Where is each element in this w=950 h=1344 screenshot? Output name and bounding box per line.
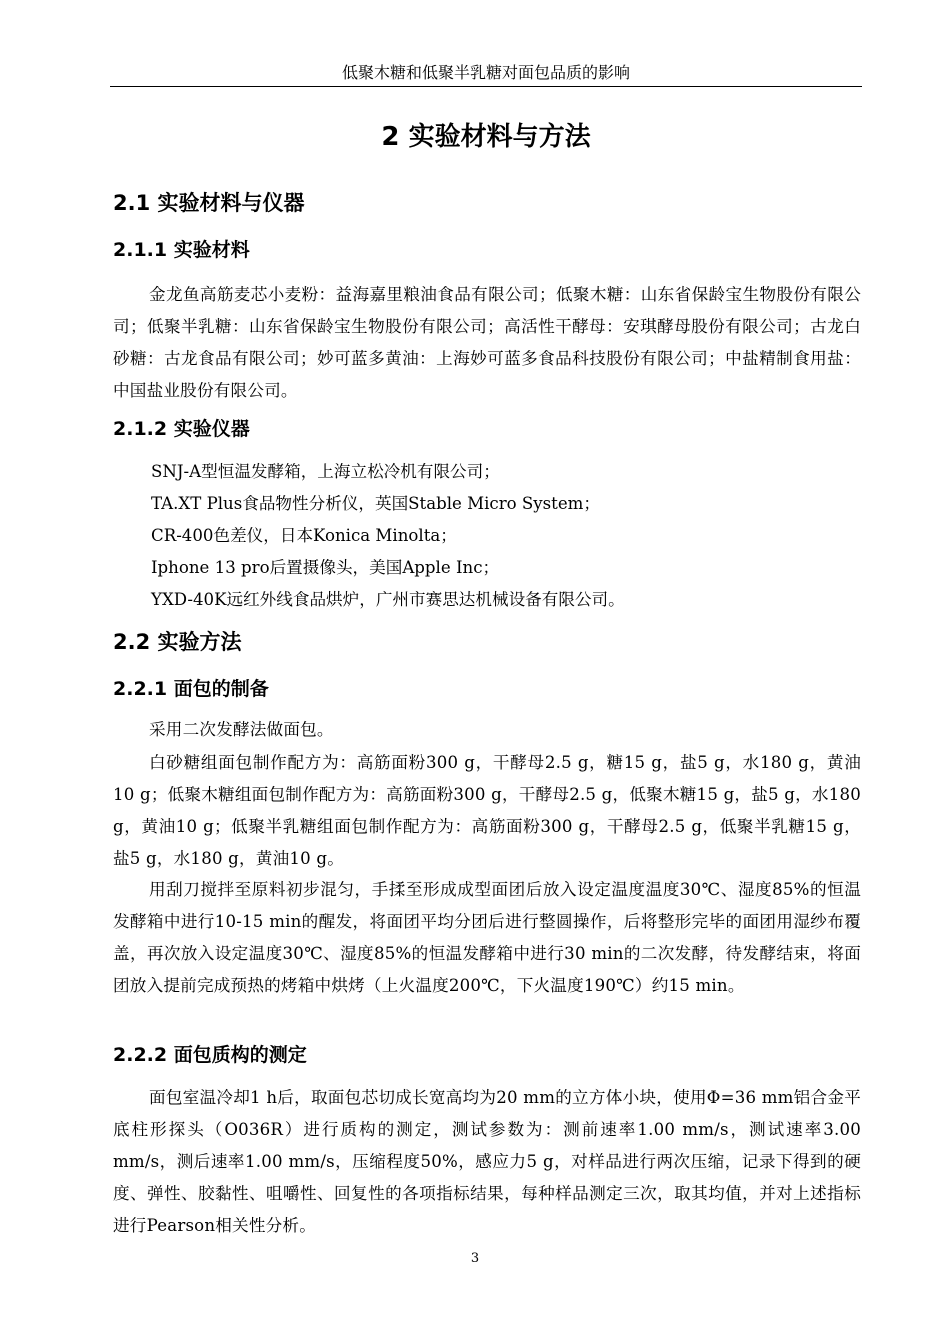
instrument-item: YXD-40K远红外线食品烘炉，广州市赛思达机械设备有限公司。 <box>151 590 625 609</box>
section-heading-2-2: 2.2 实验方法 <box>113 630 242 654</box>
section-heading-2-1-1: 2.1.1 实验材料 <box>113 239 250 261</box>
process-paragraph: 用刮刀搅拌至原料初步混匀，手揉至形成成型面团后放入设定温度温度30℃、湿度85%的恒温发酵箱中进行10-15 min的醒发，将面团平均分团后进行整圆操作，后将整形完毕的面团用湿纱布覆盖，再次放入设定温度30℃、湿度85%的恒温发酵箱中进行30 min的二次发酵，待发酵结束，将面团放入提前完成预热的烤箱中烘烤（上火温度200℃，下火温度190℃）约15 min。 <box>113 880 861 995</box>
page-number: 3 <box>470 1251 480 1266</box>
instrument-item: Iphone 13 pro后置摄像头，美国Apple Inc； <box>151 558 500 577</box>
recipe-paragraph: 白砂糖组面包制作配方为：高筋面粉300 g，干酵母2.5 g，糖15 g，盐5 g，水180 g，黄油10 g；低聚木糖组面包制作配方为：高筋面粉300 g，干酵母2.5 g，低聚木糖15 g，盐5 g，水180 g，黄油10 g；低聚半乳糖组面包制作配方为：高筋面粉300 g，干酵母2.5 g，低聚半乳糖15 g，盐5 g，水180 g，黄油10 g。 <box>113 753 861 868</box>
chapter-title: 2 实验材料与方法 <box>381 122 591 152</box>
section-heading-2-1: 2.1 实验材料与仪器 <box>113 191 305 215</box>
method-paragraph: 采用二次发酵法做面包。 <box>149 720 334 739</box>
running-header: 低聚木糖和低聚半乳糖对面包品质的影响 <box>341 63 630 82</box>
texture-paragraph: 面包室温冷却1 h后，取面包芯切成长宽高均为20 mm的立方体小块，使用Φ=36 mm铝合金平底柱形探头（O036R）进行质构的测定，测试参数为：测前速率1.00 mm/s，测试速率3.00 mm/s，测后速率1.00 mm/s，压缩程度50%，感应力5 g，对样品进行两次压缩，记录下得到的硬度、弹性、胶黏性、咀嚼性、回复性的各项指标结果，每种样品测定三次，取其均值，并对上述指标进行Pearson相关性分析。 <box>113 1088 861 1235</box>
instrument-item: SNJ-A型恒温发酵箱，上海立松冷机有限公司； <box>151 462 500 481</box>
header-rule <box>110 86 862 87</box>
section-heading-2-1-2: 2.1.2 实验仪器 <box>113 418 250 440</box>
instrument-item: TA.XT Plus食品物性分析仪，英国Stable Micro System； <box>151 494 601 513</box>
section-heading-2-2-2: 2.2.2 面包质构的测定 <box>113 1044 307 1066</box>
materials-paragraph: 金龙鱼高筋麦芯小麦粉：益海嘉里粮油食品有限公司；低聚木糖：山东省保龄宝生物股份有限公司；低聚半乳糖：山东省保龄宝生物股份有限公司；高活性干酵母：安琪酵母股份有限公司；古龙白砂糖：古龙食品有限公司；妙可蓝多黄油：上海妙可蓝多食品科技股份有限公司；中盐精制食用盐：中国盐业股份有限公司。 <box>113 285 861 400</box>
section-heading-2-2-1: 2.2.1 面包的制备 <box>113 678 269 700</box>
instrument-item: CR-400色差仪，日本Konica Minolta； <box>151 526 457 545</box>
